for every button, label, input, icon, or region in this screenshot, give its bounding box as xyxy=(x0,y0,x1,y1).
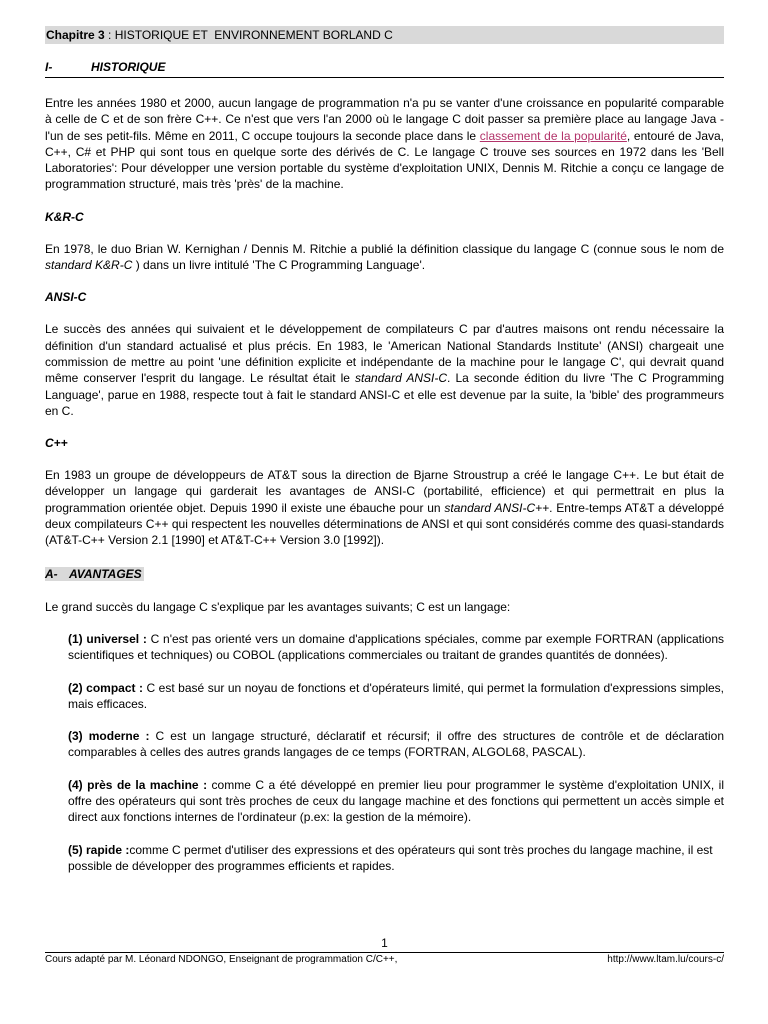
item-label: (1) universel : xyxy=(68,631,147,646)
section-title: HISTORIQUE xyxy=(91,60,166,74)
cpp-emphasis: standard ANSI-C++ xyxy=(444,500,550,515)
page-footer xyxy=(45,935,724,967)
item-text: C est basé sur un noyau de fonctions et d'opérateurs limité, qui permet la formulation d'expressions simples, mais efficaces. xyxy=(68,680,724,711)
kr-paragraph xyxy=(45,241,724,274)
section-heading-avantages xyxy=(45,565,724,583)
ansi-text-1: Le succès des années qui suivaient et le développement de compilateurs C par d'autres maisons ont rendu nécessaire la définition d'un standard actualisé et plus précis. En 1983, le 'American National Standards Institute' (ANSI) chargeait une commission de mettre au point 'une définition explicite et indépendante de la machine pour le langage C', qui devrait quand même conserver l'esprit du langage. Le résultat était le xyxy=(45,322,724,386)
chapter-title: HISTORIQUE ET ENVIRONNEMENT BORLAND C xyxy=(114,28,393,42)
intro-text-1: Entre les années 1980 et 2000, aucun langage de programmation n'a pu se vanter d'une croissance en popularité comparable à celle de C et de son frère C++. Ce n'est que vers l'an 2000 où le langage C doit passer sa première place au langage Java - l'un de ses petit-fils. Même en 2011, C occupe toujours la seconde place dans le xyxy=(45,96,724,143)
footer-url: http://www.ltam.lu/cours-c/ xyxy=(607,954,724,965)
avantages-title: AVANTAGES xyxy=(69,566,142,581)
item-text: comme C a été développé en premier lieu pour programmer le système d'exploitation UNIX, il offre des opérateurs qui sont très proches de ceux du langage machine et des fonctions qui permettent un accès simple et direct aux fonctions internes de l'ordinateur (p.ex: la gestion de la mémoire). xyxy=(68,777,724,825)
intro-text-2: , entouré de Java, C++, C# et PHP qui sont tous en quelque sorte des dérivés de C. Le langage C trouve ses sources en 1972 dans les 'Bell Laboratories': Pour développer une version portable du système d'exploitation UNIX, Dennis M. Ritchie a conçu ce langage de programmation structuré, mais très 'près' de la machine. xyxy=(45,128,724,192)
list-item xyxy=(45,777,724,826)
document-page xyxy=(45,26,724,874)
subheading-ansi-c: ANSI-C xyxy=(45,290,87,305)
section-heading-historique xyxy=(45,60,724,78)
item-text: C n'est pas orienté vers un domaine d'applications spéciales, comme par exemple FORTRAN (applications scientifiques et techniques) ou COBOL (applications commerciales ou traitant de grandes quantités de données). xyxy=(68,631,724,663)
list-item xyxy=(45,842,724,875)
list-item xyxy=(45,680,724,713)
avantages-intro: Le grand succès du langage C s'explique par les avantages suivants; C est un langage: xyxy=(45,599,511,614)
kr-emphasis: standard K&R-C xyxy=(45,258,133,273)
footer-author-credit: Cours adapté par M. Léonard NDONGO, Enseignant de programmation C/C++, xyxy=(45,954,398,965)
subheading-cpp: C++ xyxy=(45,436,68,451)
list-item xyxy=(45,631,724,664)
cpp-paragraph xyxy=(45,467,724,548)
item-label: (5) rapide : xyxy=(68,842,130,857)
item-text: comme C permet d'utiliser des expressions et des opérateurs qui sont très proches du langage machine, il est possible de développer des programmes efficients et rapides. xyxy=(68,842,713,873)
ansi-emphasis: standard ANSI-C xyxy=(355,371,448,386)
chapter-separator: : xyxy=(104,28,115,42)
avantages-number: A- xyxy=(45,566,58,581)
intro-paragraph xyxy=(45,95,724,193)
popularity-ranking-link[interactable]: classement de la popularité xyxy=(479,128,627,143)
item-label: (4) près de la machine : xyxy=(68,777,208,792)
ansi-text-2: . La seconde édition du livre 'The C Programming Language', parue en 1988, respecte tout à fait le standard ANSI-C et elle est devenue par la suite, la 'bible' des programmeurs en C. xyxy=(45,371,724,418)
cpp-text-2: . Entre-temps AT&T a développé deux compilateurs C++ qui respectent les nouvelles déterminations de ANSI et qui sont considérés comme des quasi-standards (AT&T-C++ Version 2.1 [1990] et AT&T-C++ Version 3.0 [1992]). xyxy=(45,500,724,548)
subheading-kr-c: K&R-C xyxy=(45,209,84,224)
section-number: I- xyxy=(45,60,53,74)
chapter-label: Chapitre 3 xyxy=(46,28,105,42)
ansi-paragraph xyxy=(45,321,724,419)
list-item xyxy=(45,728,724,761)
chapter-header-bar xyxy=(45,26,724,44)
item-text: C est un langage structuré, déclaratif et récursif; il offre des structures de contrôle et de déclaration comparables à celles des autres grands langages de ce temps (FORTRAN, ALGOL68, PASCAL). xyxy=(68,729,724,760)
page-number: 1 xyxy=(381,936,388,950)
item-label: (2) compact : xyxy=(68,680,144,695)
kr-text-2: ) dans un livre intitulé 'The C Programming Language'. xyxy=(132,258,426,273)
kr-text-1: En 1978, le duo Brian W. Kernighan / Dennis M. Ritchie a publié la définition classique du langage C (connue sous le nom de xyxy=(45,241,724,256)
cpp-text-1: En 1983 un groupe de développeurs de AT&T sous la direction de Bjarne Stroustrup a créé le langage C++. Le but était de développer un langage qui garderait les avantages de ANSI-C (portabilité, efficience) et qui permettrait en plus la programmation orientée objet. Depuis 1990 il existe une ébauche pour un xyxy=(45,468,724,515)
item-label: (3) moderne : xyxy=(68,729,150,744)
